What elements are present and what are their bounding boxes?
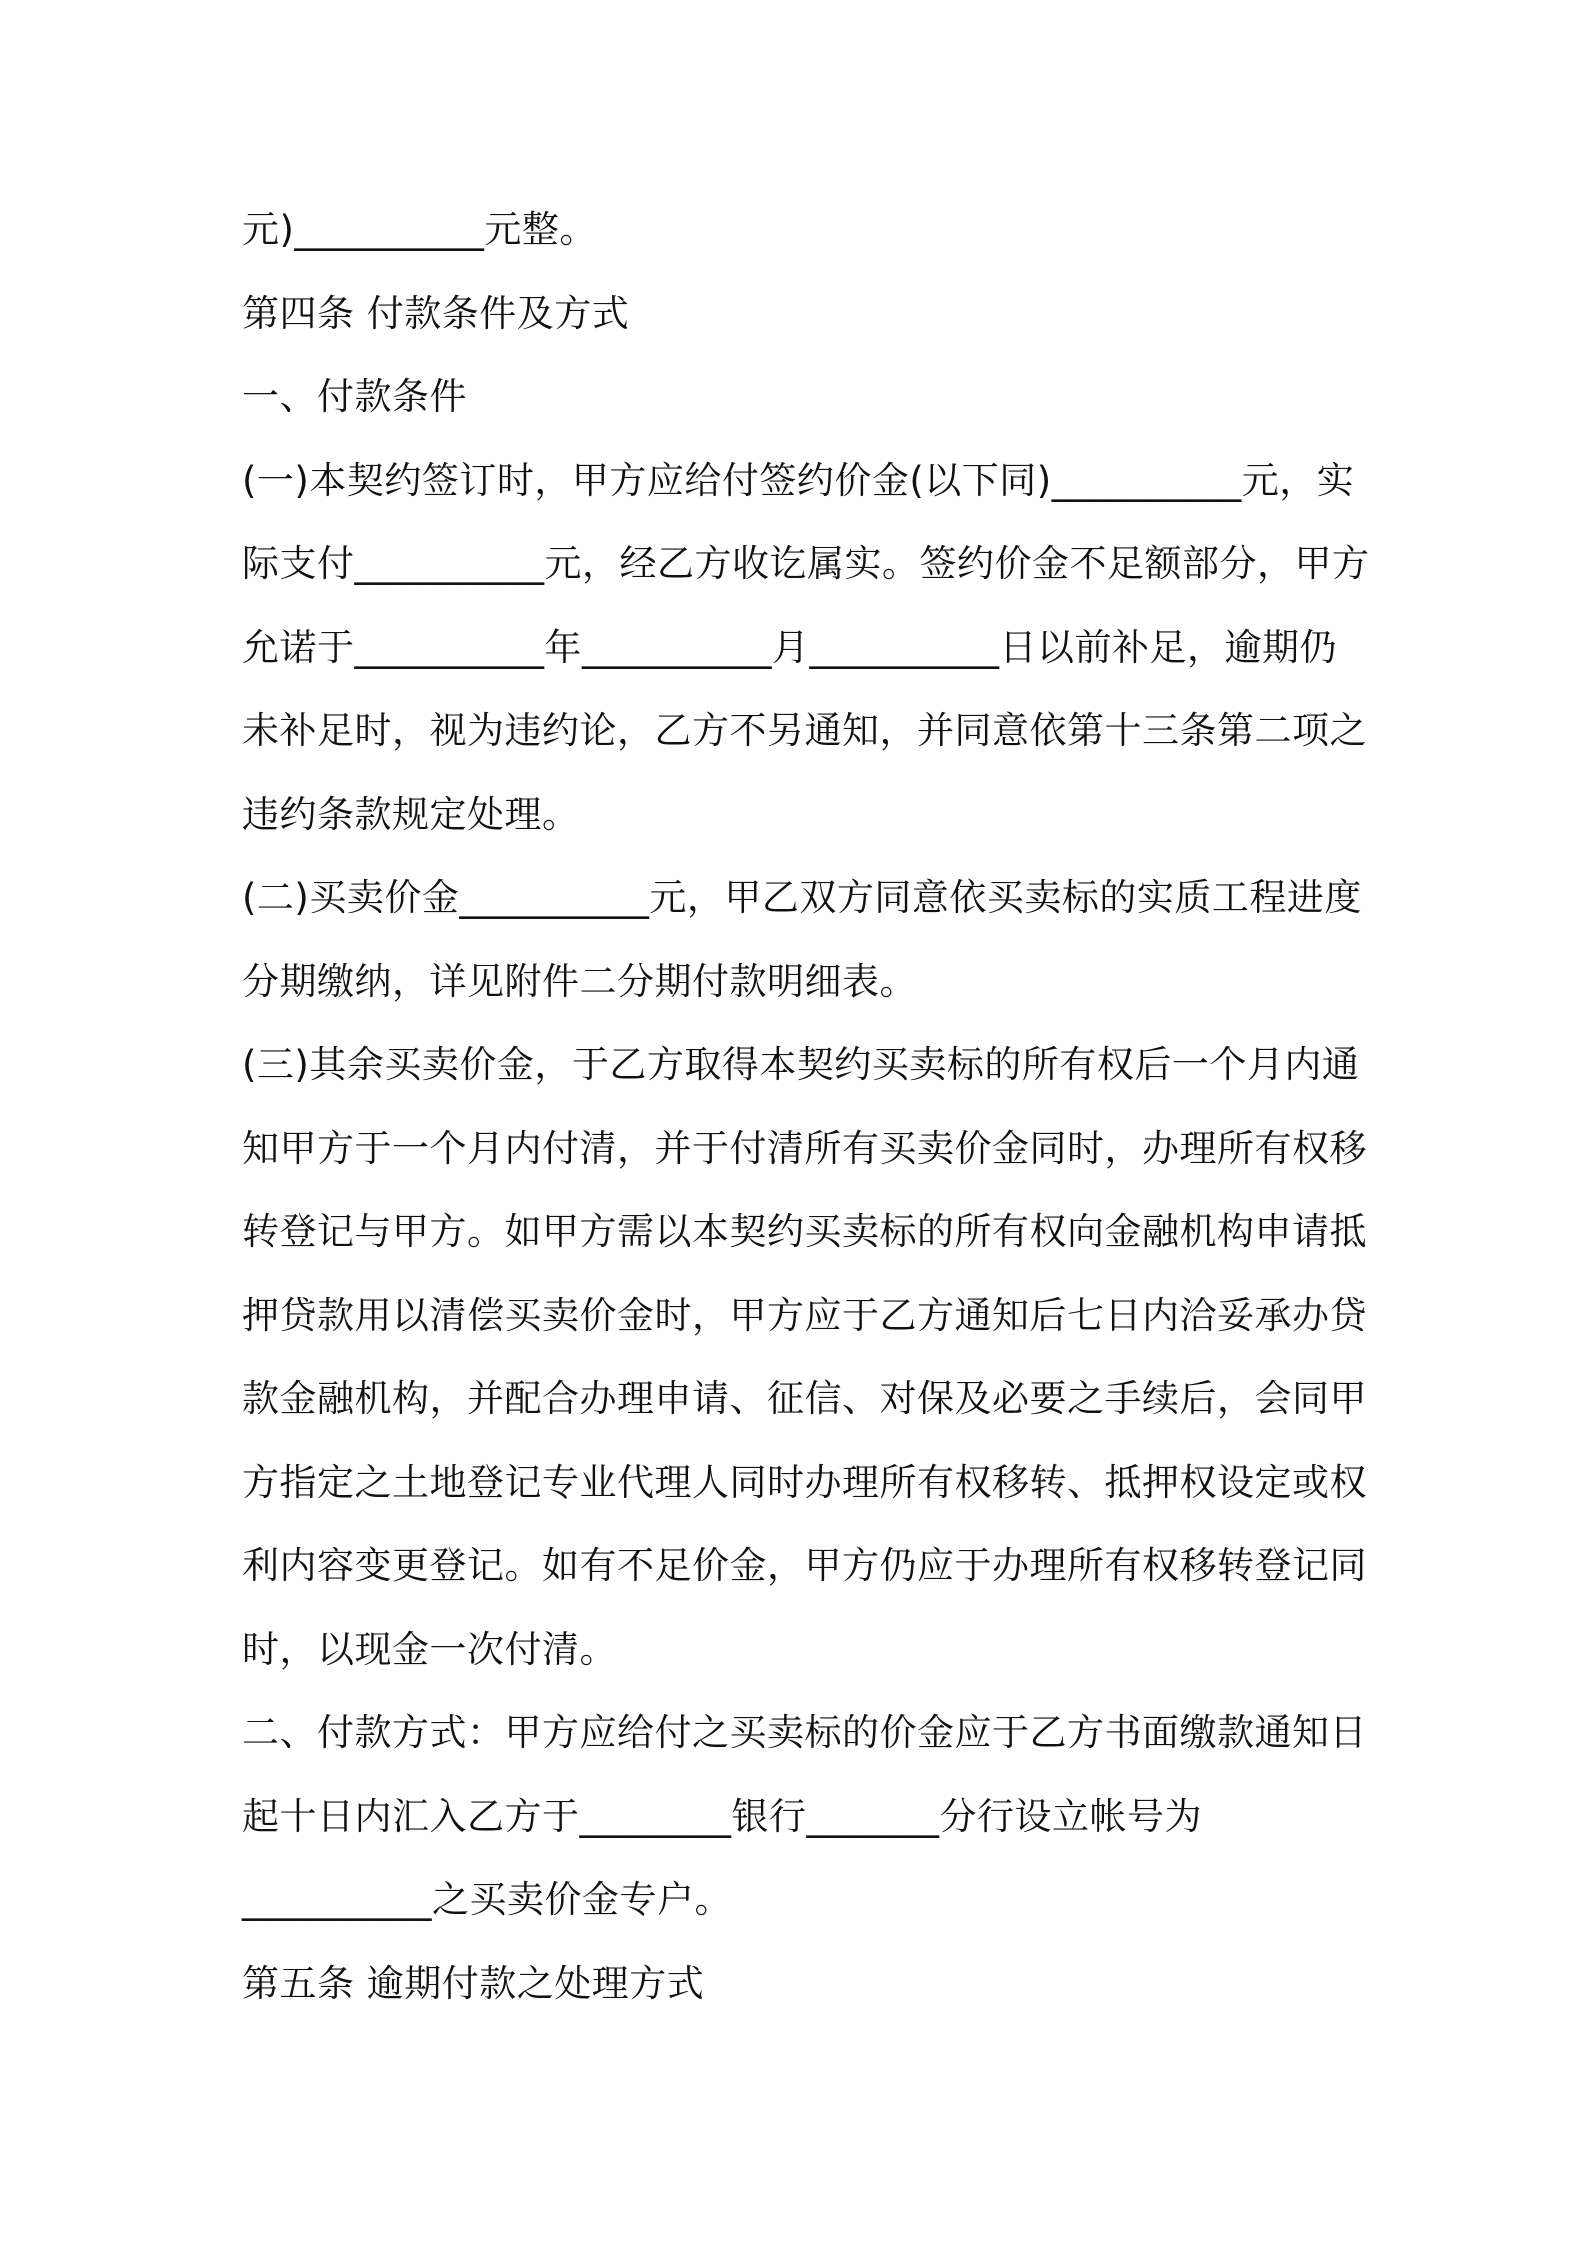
text-line: 押贷款用以清偿买卖价金时，甲方应于乙方通知后七日内洽妥承办贷 bbox=[242, 1293, 1367, 1337]
text-line: 方指定之土地登记专业代理人同时办理所有权移转、抵押权设定或权 bbox=[242, 1460, 1367, 1504]
text-line: 违约条款规定处理。 bbox=[242, 792, 580, 836]
document-body bbox=[242, 200, 1370, 2037]
text-line: 元)__________元整。 bbox=[242, 208, 597, 251]
text-line: (一)本契约签订时，甲方应给付签约价金(以下同)__________元，实 bbox=[242, 458, 1355, 502]
text-line: 时，以现金一次付清。 bbox=[242, 1627, 617, 1671]
text-line: __________之买卖价金专户。 bbox=[242, 1878, 732, 1921]
text-line: (二)买卖价金__________元，甲乙双方同意依买卖标的实质工程进度 bbox=[242, 876, 1362, 919]
text-line: 未补足时，视为违约论，乙方不另通知，并同意依第十三条第二项之 bbox=[242, 709, 1367, 752]
text-line: 款金融机构，并配合办理申请、征信、对保及必要之手续后，会同甲 bbox=[242, 1377, 1367, 1420]
text-line: (三)其余买卖价金，于乙方取得本契约买卖标的所有权后一个月内通 bbox=[242, 1043, 1360, 1086]
text-line: 允诺于__________年__________月__________日以前补足，逾期仍 bbox=[242, 625, 1337, 669]
text-line: 际支付__________元，经乙方收讫属实。签约价金不足额部分，甲方 bbox=[242, 542, 1370, 585]
text-line: 分期缴纳，详见附件二分期付款明细表。 bbox=[242, 959, 917, 1003]
text-line: 转登记与甲方。如甲方需以本契约买卖标的所有权向金融机构申请抵 bbox=[242, 1210, 1367, 1253]
text-line: 知甲方于一个月内付清，并于付清所有买卖价金同时，办理所有权移 bbox=[242, 1126, 1367, 1170]
article-heading: 第五条 逾期付款之处理方式 bbox=[242, 1961, 705, 2005]
article-heading: 第四条 付款条件及方式 bbox=[242, 291, 630, 335]
section-heading: 一、付款条件 bbox=[242, 375, 467, 418]
text-line: 起十日内汇入乙方于________银行_______分行设立帐号为 bbox=[242, 1794, 1202, 1838]
section-heading: 二、付款方式：甲方应给付之买卖标的价金应于乙方书面缴款通知日 bbox=[242, 1711, 1367, 1754]
text-line: 利内容变更登记。如有不足价金，甲方仍应于办理所有权移转登记同 bbox=[242, 1544, 1367, 1587]
